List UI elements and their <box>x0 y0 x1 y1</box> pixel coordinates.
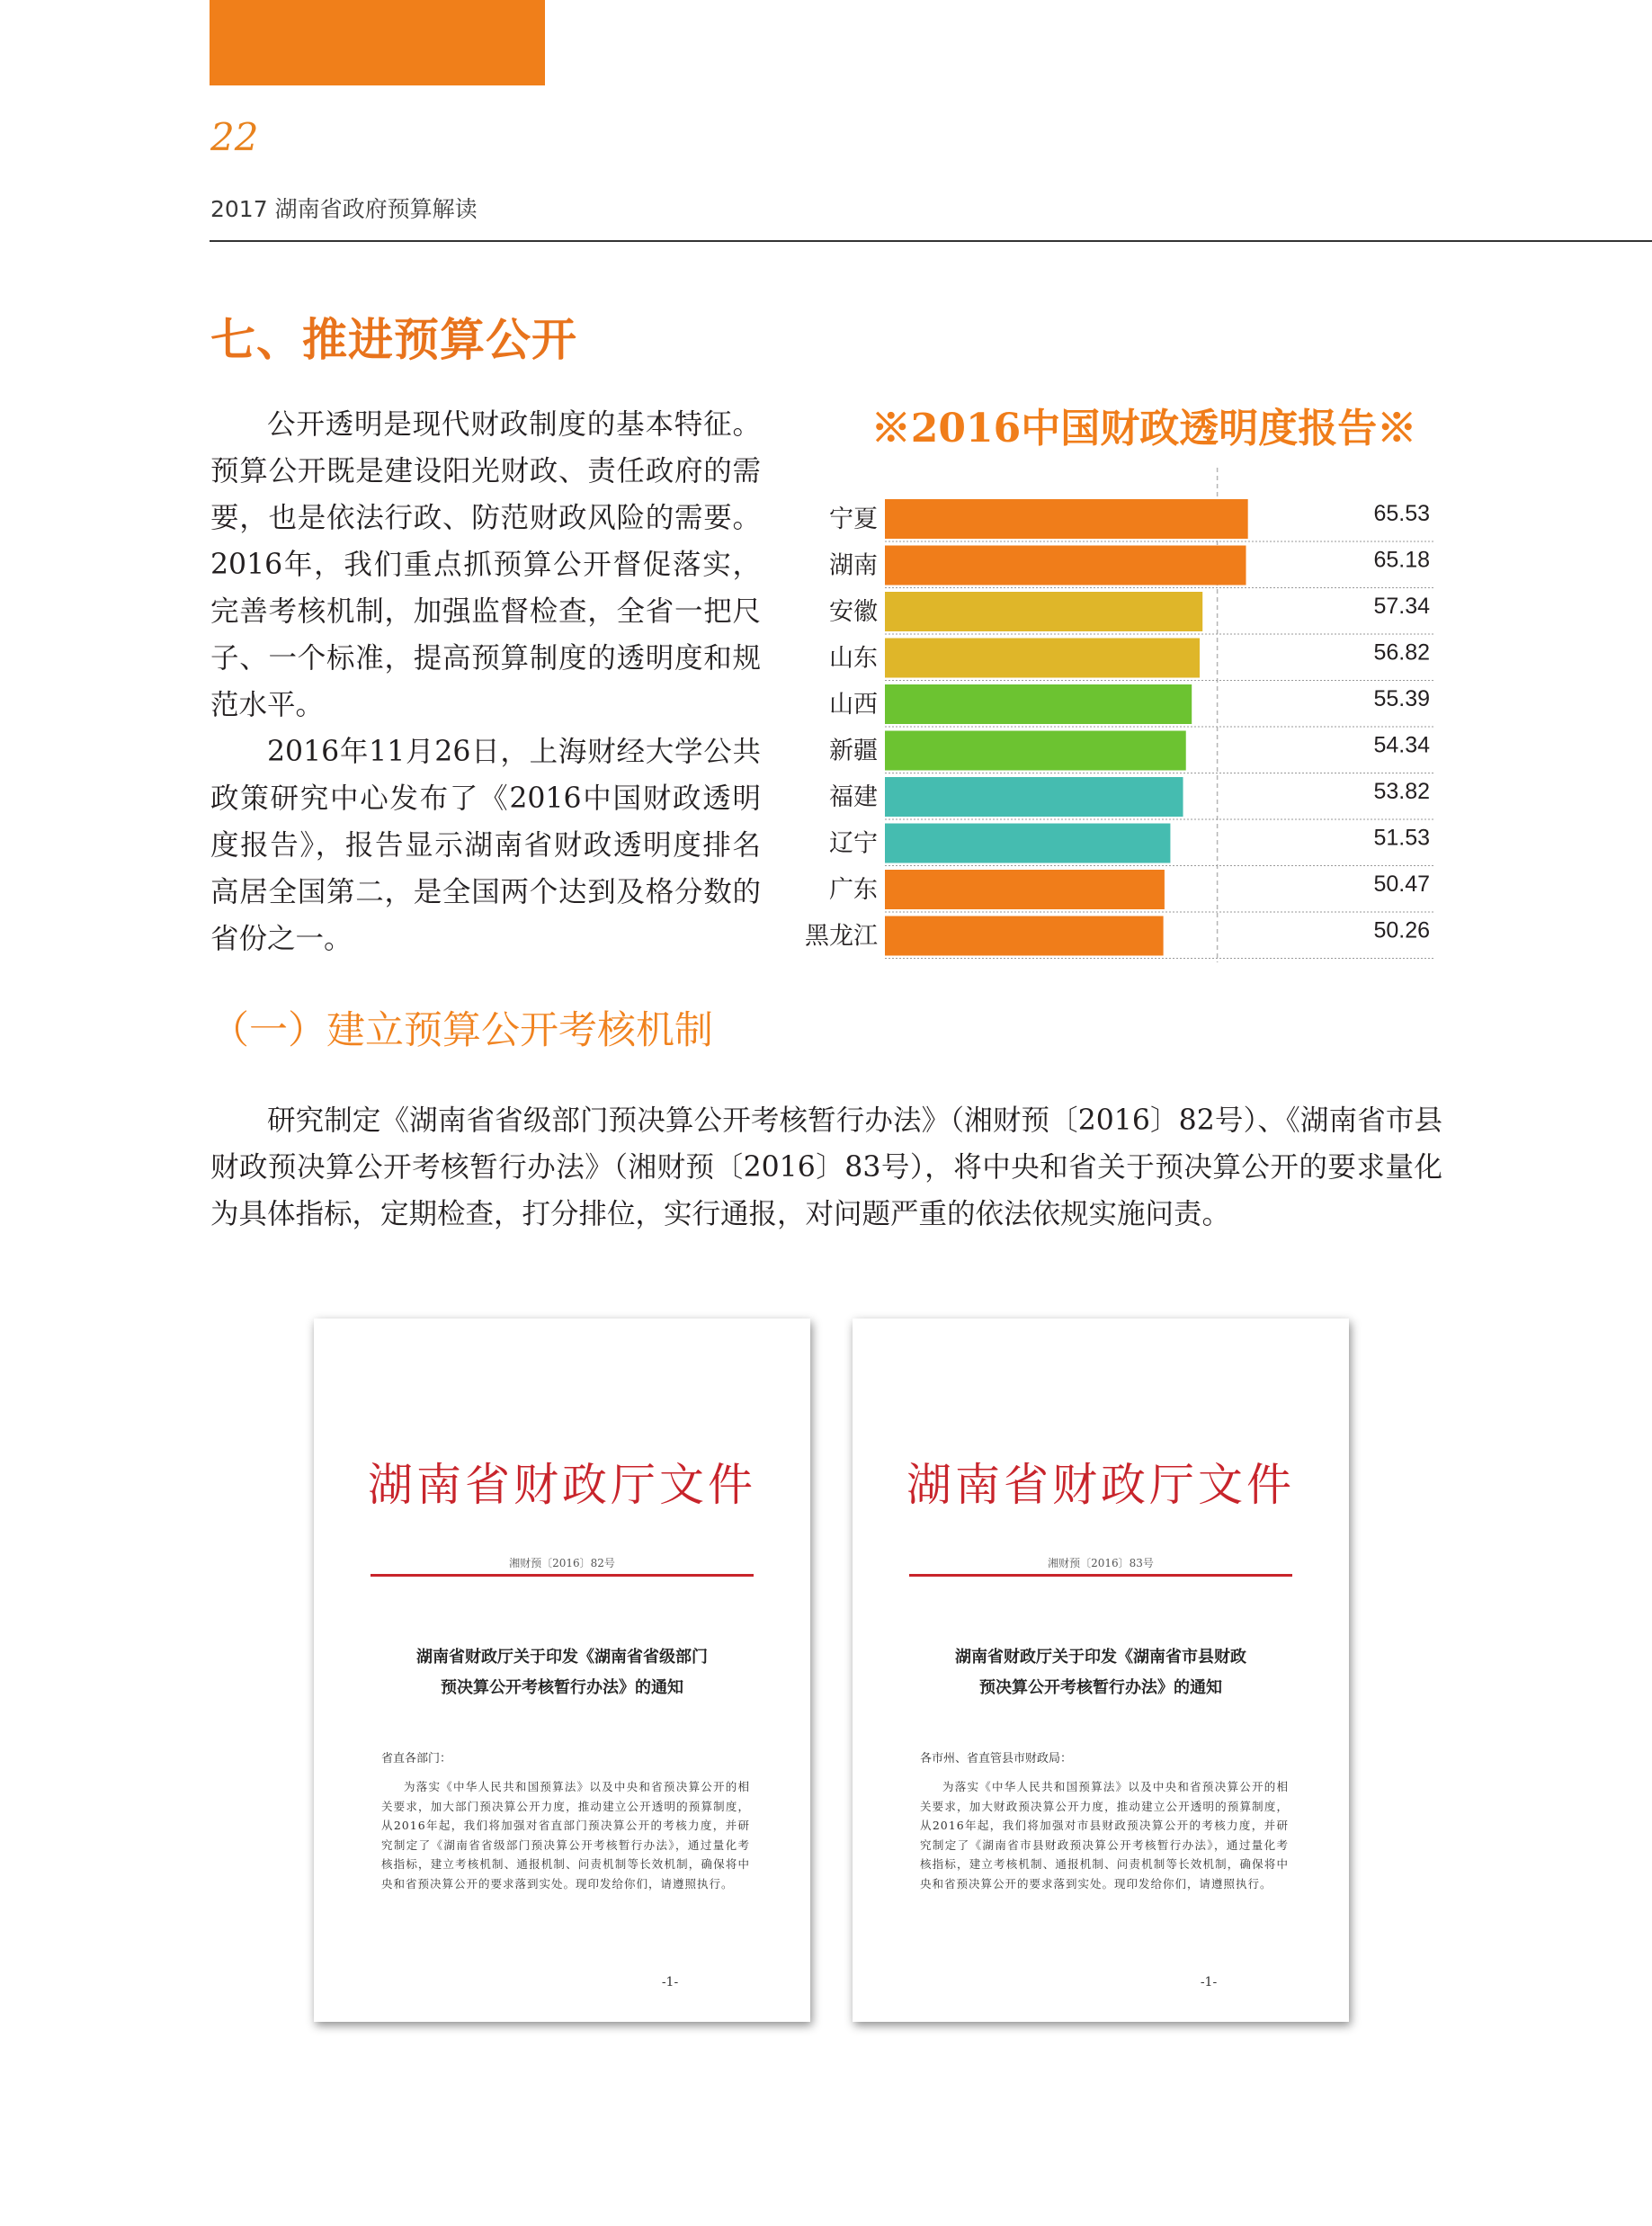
category-label: 安徽 <box>829 598 878 626</box>
document-subject-line-1: 湖南省财政厅关于印发《湖南省省级部门 <box>416 1648 708 1667</box>
document-body: 为落实《中华人民共和国预算法》以及中央和省预决算公开的相关要求，加大财政预决算公开力度，推动建立公开透明的预算制度，从2016年起，我们将加强对市县财政预决算公开的考核力度，并研究制定了《湖南省市县财政预决算公开考核暂行办法》，通过量化考核指标，建立考核机制、通报机制、问责机制等长效机制，确保将中央和省预决算公开的要求落到实处。现印发给你们，请遵照执行。 <box>920 1780 1289 1891</box>
value-label: 50.47 <box>1373 872 1430 897</box>
bar <box>885 777 1183 817</box>
document-83 <box>853 1319 1349 2022</box>
document-header: 湖南省财政厅文件 <box>368 1459 756 1511</box>
document-page-number: -1- <box>661 1975 679 1989</box>
document-subject-line-2: 预决算公开考核暂行办法》的通知 <box>979 1678 1222 1697</box>
category-label: 黑龙江 <box>805 922 878 951</box>
intro-paragraph-1: 公开透明是现代财政制度的基本特征。预算公开既是建设阳光财政、责任政府的需要，也是依法行政、防范财政风险的需要。2016年，我们重点抓预算公开督促落实，完善考核机制，加强监督检查，全省一把尺子、一个标准，提高预算制度的透明度和规范水平。 <box>210 408 761 721</box>
document-page-number: -1- <box>1200 1975 1218 1989</box>
value-label: 65.18 <box>1373 547 1430 573</box>
subsection-title: （一）建立预算公开考核机制 <box>210 1008 713 1053</box>
document-subject <box>889 1642 1313 1703</box>
bar <box>885 546 1246 586</box>
category-label: 福建 <box>829 783 878 811</box>
bar <box>885 824 1170 863</box>
header-accent-bar <box>210 0 545 85</box>
document-number: 湘财预〔2016〕83号 <box>1048 1557 1154 1569</box>
document-red-rule <box>371 1574 754 1577</box>
category-label: 新疆 <box>829 737 878 765</box>
bar <box>885 870 1165 909</box>
document-body: 为落实《中华人民共和国预算法》以及中央和省预决算公开的相关要求，加大部门预决算公开力度，推动建立公开透明的预算制度，从2016年起，我们将加强对省直部门预决算公开的考核力度，并研究制定了《湖南省省级部门预决算公开考核暂行办法》，通过量化考核指标，建立考核机制、通报机制、问责机制等长效机制，确保将中央和省预决算公开的要求落到实处。现印发给你们，请遵照执行。 <box>381 1780 750 1891</box>
chart-canvas <box>791 396 1439 971</box>
page-number: 22 <box>210 115 259 159</box>
bar <box>885 731 1186 771</box>
document-salutation: 省直各部门： <box>381 1752 452 1766</box>
document-red-rule <box>909 1574 1292 1577</box>
header-divider <box>210 240 1652 242</box>
document-82 <box>314 1319 810 2022</box>
document-subject-line-1: 湖南省财政厅关于印发《湖南省市县财政 <box>955 1648 1246 1667</box>
transparency-chart <box>791 396 1439 971</box>
value-label: 65.53 <box>1373 501 1430 526</box>
value-label: 50.26 <box>1373 917 1430 943</box>
document-subject <box>350 1642 774 1703</box>
bar <box>885 592 1202 631</box>
chart-title: ※2016中国财政透明度报告※ <box>871 406 1417 451</box>
subsection-text <box>210 1097 1442 1238</box>
intro-paragraph-2: 2016年11月26日，上海财经大学公共政策研究中心发布了《2016中国财政透明度报告》，报告显示湖南省财政透明度排名高居全国第二，是全国两个达到及格分数的省份之一。 <box>210 736 761 955</box>
bar <box>885 639 1200 678</box>
category-label: 山西 <box>829 691 878 719</box>
value-label: 54.34 <box>1373 732 1430 758</box>
document-subject-line-2: 预决算公开考核暂行办法》的通知 <box>441 1678 683 1697</box>
bar <box>885 499 1248 539</box>
category-label: 辽宁 <box>829 829 878 858</box>
document-number: 湘财预〔2016〕82号 <box>509 1557 615 1569</box>
value-label: 53.82 <box>1373 779 1430 804</box>
bar <box>885 916 1164 956</box>
bar <box>885 684 1192 724</box>
value-label: 55.39 <box>1373 686 1430 711</box>
running-header: 2017 湖南省政府预算解读 <box>210 196 478 222</box>
intro-text <box>210 401 761 962</box>
value-label: 51.53 <box>1373 825 1430 851</box>
category-label: 宁夏 <box>829 505 878 533</box>
subsection-paragraph: 研究制定《湖南省省级部门预决算公开考核暂行办法》（湘财预〔2016〕82号）、《湖南省市县财政预决算公开考核暂行办法》（湘财预〔2016〕83号），将中央和省关于预决算公开的要求量化为具体指标，定期检查，打分排位，实行通报，对问题严重的依法依规实施问责。 <box>210 1104 1442 1230</box>
category-label: 湖南 <box>829 551 878 580</box>
section-title: 七、推进预算公开 <box>210 314 577 366</box>
document-salutation: 各市州、省直管县市财政局： <box>920 1752 1073 1766</box>
value-label: 56.82 <box>1373 639 1430 666</box>
value-label: 57.34 <box>1373 594 1430 619</box>
category-label: 山东 <box>829 644 878 673</box>
document-header: 湖南省财政厅文件 <box>906 1459 1295 1511</box>
category-label: 广东 <box>829 876 878 904</box>
